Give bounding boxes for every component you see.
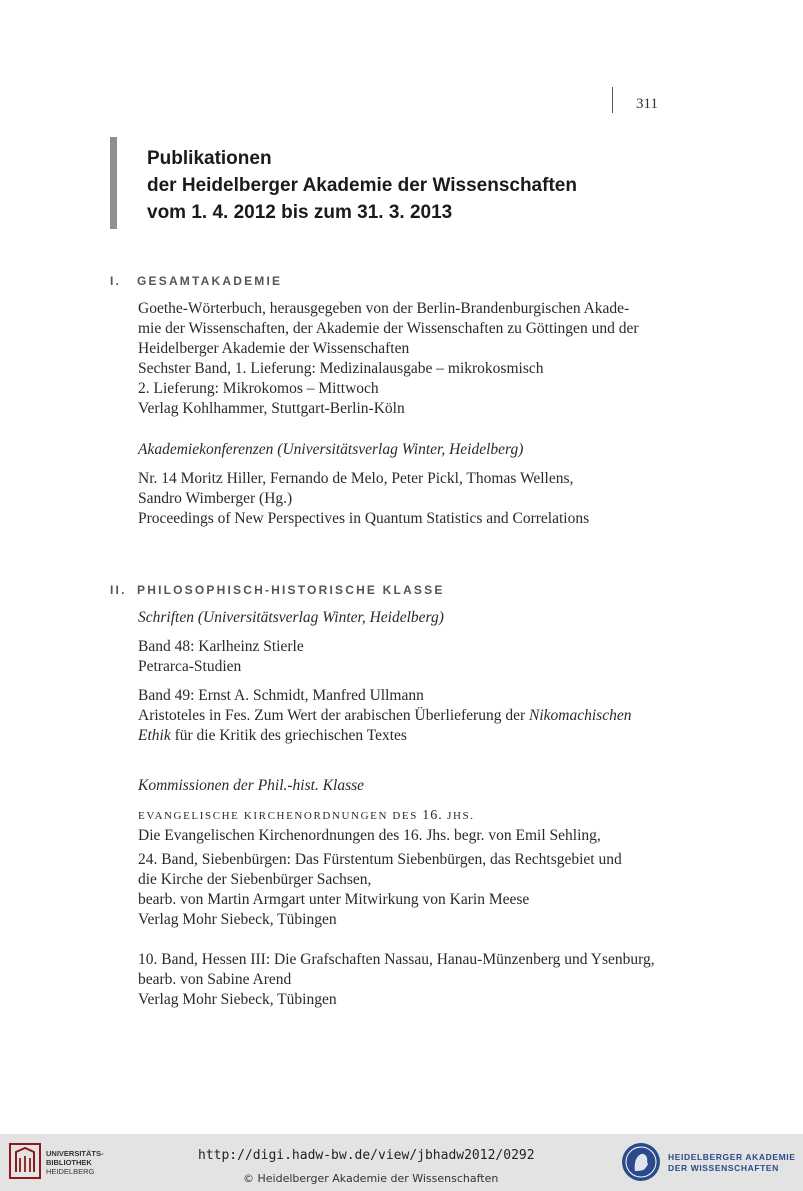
series-title-schriften: Schriften (Universitätsverlag Winter, Heidelberg) bbox=[138, 609, 444, 626]
goethe-line: Sechster Band, 1. Lieferung: Medizinalausgabe – mikrokosmisch bbox=[138, 360, 544, 377]
series-title-akademiekonferenzen: Akademiekonferenzen (Universitätsverlag Winter, Heidelberg) bbox=[138, 441, 524, 458]
source-url-link[interactable]: http://digi.hadw-bw.de/view/jbhadw2012/0292 bbox=[198, 1148, 535, 1163]
page-title bbox=[147, 145, 577, 226]
band-24-line: bearb. von Martin Armgart unter Mitwirkung von Karin Meese bbox=[138, 891, 530, 908]
goethe-entry bbox=[138, 299, 638, 419]
band-24-line: Verlag Mohr Siebeck, Tübingen bbox=[138, 911, 337, 928]
copyright-text: © Heidelberger Akademie der Wissenschaften bbox=[243, 1172, 499, 1185]
goethe-line: Verlag Kohlhammer, Stuttgart-Berlin-Köln bbox=[138, 400, 405, 417]
ekd-line: Die Evangelischen Kirchenordnungen des 16. Jhs. begr. von Emil Sehling, bbox=[138, 827, 601, 844]
goethe-line: Heidelberger Akademie der Wissenschaften bbox=[138, 340, 410, 357]
title-line-3: vom 1. 4. 2012 bis zum 31. 3. 2013 bbox=[147, 202, 453, 223]
band-49-title-line bbox=[138, 706, 631, 726]
band-49-entry bbox=[138, 686, 631, 746]
goethe-line: Goethe-Wörterbuch, herausgegeben von der Berlin-Brandenburgischen Akade- bbox=[138, 300, 630, 317]
band-10-line: bearb. von Sabine Arend bbox=[138, 971, 292, 988]
conference-entry bbox=[138, 469, 589, 529]
ekd-series-heading bbox=[138, 806, 601, 826]
university-library-name bbox=[46, 1149, 104, 1176]
ekd-caps-number: 16. bbox=[422, 808, 443, 823]
band-24-line: 24. Band, Siebenbürgen: Das Fürstentum Siebenbürgen, das Rechtsgebiet und bbox=[138, 851, 622, 868]
page-number: 311 bbox=[636, 96, 658, 112]
band-49-author: Band 49: Ernst A. Schmidt, Manfred Ullmann bbox=[138, 687, 424, 704]
band-48-title: Petrarca-Studien bbox=[138, 658, 242, 675]
band-49-title-line bbox=[138, 726, 631, 746]
band-10-line: Verlag Mohr Siebeck, Tübingen bbox=[138, 991, 337, 1008]
section-number-2: II. bbox=[110, 583, 127, 597]
conference-line: Nr. 14 Moritz Hiller, Fernando de Melo, Peter Pickl, Thomas Wellens, bbox=[138, 470, 574, 487]
section-heading-1 bbox=[110, 274, 282, 288]
ub-line: BIBLIOTHEK bbox=[46, 1158, 92, 1167]
conference-line: Sandro Wimberger (Hg.) bbox=[138, 490, 293, 507]
kommissionen-title: Kommissionen der Phil.-hist. Klasse bbox=[138, 777, 365, 794]
ub-line: UNIVERSITÄTS- bbox=[46, 1149, 104, 1158]
band-24-line: die Kirche der Siebenbürger Sachsen, bbox=[138, 871, 372, 888]
ekd-caps-text: EVANGELISCHE KIRCHENORDNUNGEN DES bbox=[138, 810, 423, 822]
band-49-title-text: für die Kritik des griechischen Textes bbox=[170, 727, 407, 744]
page-number-rule bbox=[612, 87, 613, 113]
academy-name-line: HEIDELBERGER AKADEMIE bbox=[668, 1152, 796, 1162]
section-number-1: I. bbox=[110, 274, 122, 288]
ekd-caps-text: JHS. bbox=[442, 810, 475, 822]
academy-name-line: DER WISSENSCHAFTEN bbox=[668, 1163, 779, 1173]
section-heading-2 bbox=[110, 583, 445, 597]
band-10-entry bbox=[138, 950, 655, 1010]
band-49-title-text: Aristoteles in Fes. Zum Wert der arabischen Überlieferung der bbox=[138, 707, 530, 724]
band-48-entry bbox=[138, 637, 304, 677]
band-24-entry bbox=[138, 850, 622, 930]
band-49-title-italic: Ethik bbox=[138, 727, 171, 744]
ub-line: HEIDELBERG bbox=[46, 1167, 95, 1176]
goethe-line: mie der Wissenschaften, der Akademie der Wissenschaften zu Göttingen und der bbox=[138, 320, 639, 337]
conference-line: Proceedings of New Perspectives in Quantum Statistics and Correlations bbox=[138, 510, 590, 527]
academy-name bbox=[668, 1152, 796, 1174]
band-49-title-italic: Nikomachischen bbox=[529, 707, 632, 724]
university-library-logo-icon bbox=[8, 1142, 42, 1180]
band-48-author: Band 48: Karlheinz Stierle bbox=[138, 638, 304, 655]
academy-seal-icon bbox=[620, 1141, 662, 1183]
section-title-1: GESAMTAKADEMIE bbox=[137, 274, 283, 288]
title-line-2: der Heidelberger Akademie der Wissenschaften bbox=[147, 175, 577, 196]
ekd-entry bbox=[138, 806, 601, 846]
band-10-line: 10. Band, Hessen III: Die Grafschaften Nassau, Hanau-Münzenberg und Ysenburg, bbox=[138, 951, 655, 968]
goethe-line: 2. Lieferung: Mikrokomos – Mittwoch bbox=[138, 380, 379, 397]
title-line-1: Publikationen bbox=[147, 148, 272, 169]
title-bar bbox=[110, 137, 117, 229]
section-title-2: PHILOSOPHISCH-HISTORISCHE KLASSE bbox=[137, 583, 445, 597]
